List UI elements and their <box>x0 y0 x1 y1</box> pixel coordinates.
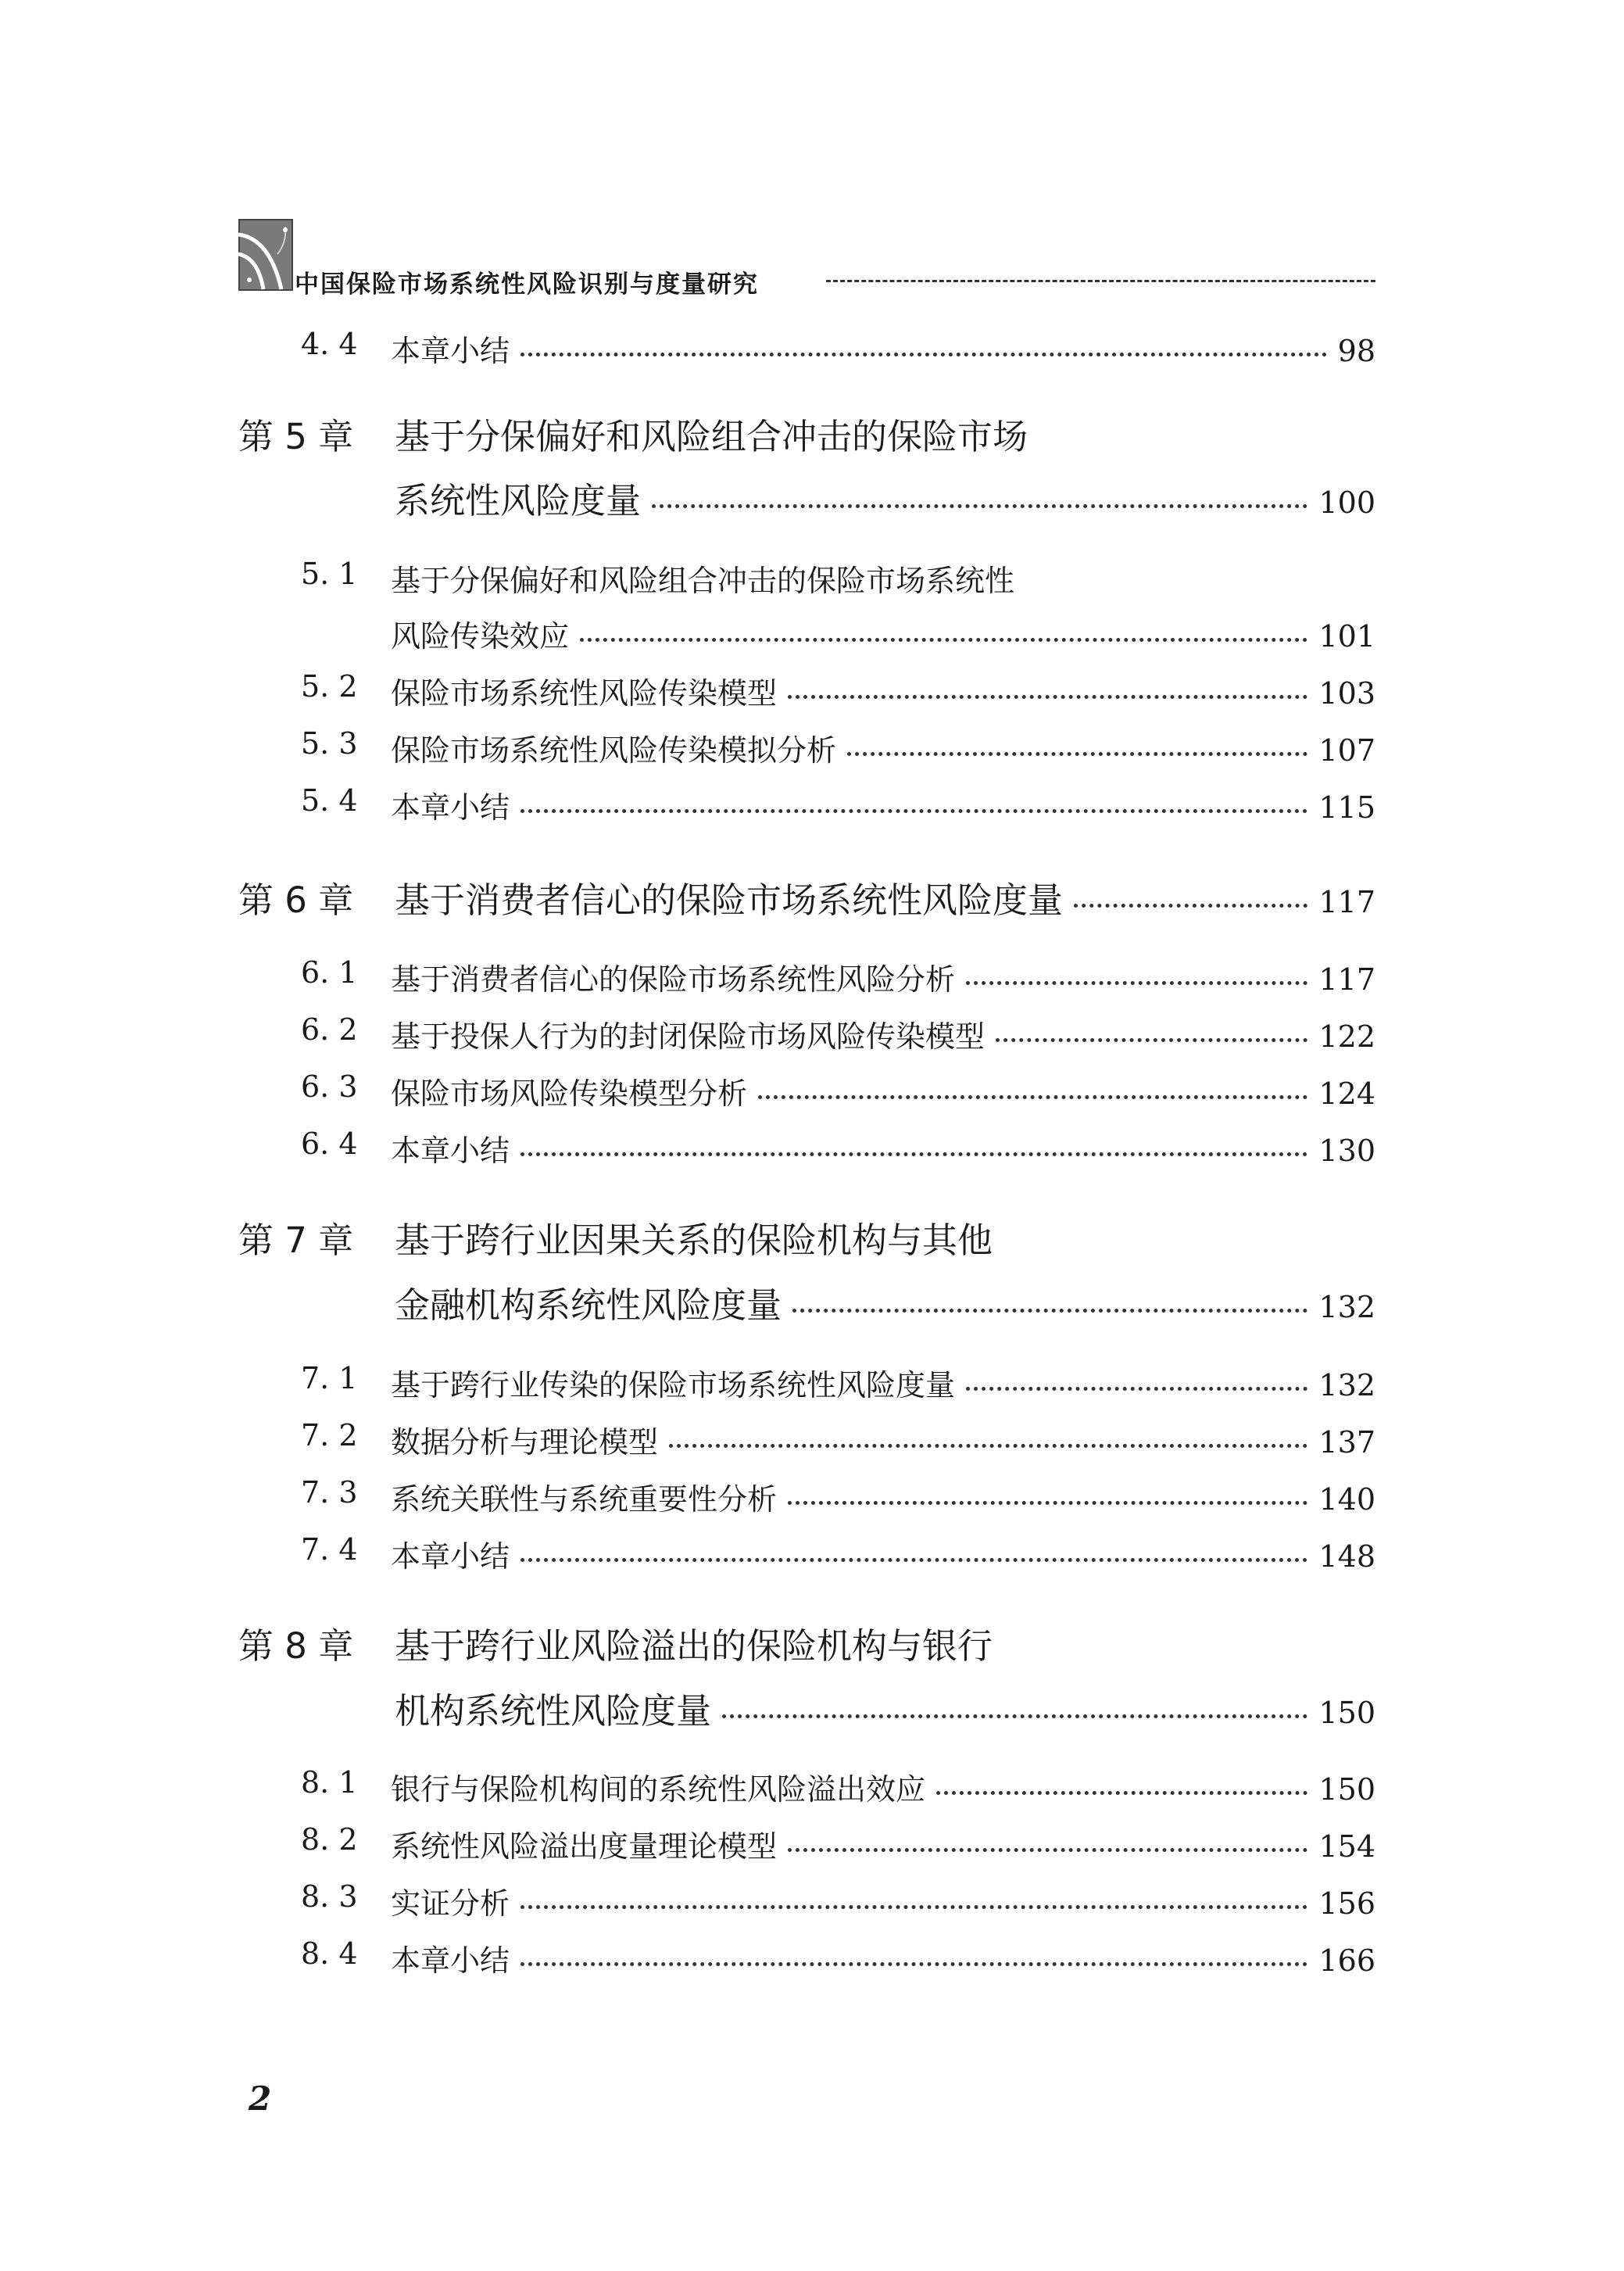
section-number: 8. 1 <box>301 1765 358 1800</box>
section-number: 4. 4 <box>301 327 358 361</box>
page-ref: 107 <box>1318 733 1375 768</box>
section-number: 7. 1 <box>301 1361 358 1395</box>
dot-leader <box>847 752 1307 756</box>
header-title: 中国保险市场系统性风险识别与度量研究 <box>295 270 759 299</box>
dot-leader <box>788 695 1307 699</box>
page-ref: 132 <box>1318 1368 1375 1402</box>
chapter-title: 基于分保偏好和风险组合冲击的保险市场 <box>395 416 1028 457</box>
section-title: 保险市场系统性风险传染模型 <box>391 676 778 711</box>
section-title: 本章小结 <box>391 1943 510 1978</box>
section-title: 基于分保偏好和风险组合冲击的保险市场系统性 <box>391 564 1015 598</box>
dot-leader <box>966 1387 1307 1391</box>
page-ref: 122 <box>1318 1019 1375 1054</box>
dot-leader <box>520 1905 1307 1909</box>
section-title: 实证分析 <box>391 1886 510 1921</box>
section-title: 本章小结 <box>391 790 510 825</box>
page-ref: 130 <box>1318 1134 1375 1168</box>
section-title: 银行与保险机构间的系统性风险溢出效应 <box>391 1772 926 1807</box>
page-ref: 154 <box>1318 1829 1375 1864</box>
running-header <box>238 219 1375 297</box>
page-ref: 98 <box>1337 334 1375 368</box>
section-title: 风险传染效应 <box>391 619 570 654</box>
page-ref: 150 <box>1318 1696 1375 1730</box>
header-dashed-rule <box>826 280 1375 282</box>
page-ref: 166 <box>1318 1943 1375 1978</box>
page-ref: 156 <box>1318 1886 1375 1921</box>
dot-leader <box>966 981 1307 985</box>
dot-leader <box>580 638 1307 642</box>
page-ref: 101 <box>1318 619 1375 654</box>
section-number: 5. 3 <box>301 726 358 761</box>
page-ref: 115 <box>1318 790 1375 825</box>
section-number: 7. 3 <box>301 1475 358 1510</box>
dot-leader <box>788 1501 1307 1505</box>
section-number: 5. 2 <box>301 669 358 704</box>
section-number: 7. 2 <box>301 1418 358 1453</box>
page-ref: 140 <box>1318 1482 1375 1517</box>
dot-leader <box>792 1309 1307 1313</box>
section-title: 系统性风险溢出度量理论模型 <box>391 1829 778 1864</box>
section-number: 8. 4 <box>301 1936 358 1971</box>
page-number: 2 <box>249 2079 272 2118</box>
page-ref: 132 <box>1318 1290 1375 1324</box>
page-ref: 137 <box>1318 1425 1375 1460</box>
page-ref: 124 <box>1318 1076 1375 1111</box>
page-ref: 148 <box>1318 1539 1375 1574</box>
dot-leader <box>669 1444 1307 1448</box>
header-logo-icon <box>238 219 293 291</box>
chapter-title: 系统性风险度量 <box>395 480 642 521</box>
page-ref: 103 <box>1318 676 1375 711</box>
section-title: 本章小结 <box>391 1134 510 1168</box>
section-title: 本章小结 <box>391 1539 510 1574</box>
dot-leader <box>936 1791 1307 1795</box>
section-title: 保险市场系统性风险传染模拟分析 <box>391 733 837 768</box>
page-ref: 117 <box>1318 962 1375 997</box>
dot-leader <box>520 1152 1307 1156</box>
section-number: 8. 3 <box>301 1879 358 1914</box>
section-number: 6. 3 <box>301 1069 358 1104</box>
section-number: 6. 4 <box>301 1127 358 1161</box>
dot-leader <box>652 504 1307 508</box>
chapter-title: 金融机构系统性风险度量 <box>395 1284 782 1326</box>
section-number: 7. 4 <box>301 1532 358 1567</box>
dot-leader <box>520 809 1307 813</box>
section-number: 8. 2 <box>301 1822 358 1857</box>
chapter-title: 基于消费者信心的保险市场系统性风险度量 <box>395 879 1064 921</box>
page-ref: 117 <box>1318 885 1375 919</box>
dot-leader <box>722 1714 1307 1718</box>
section-title: 本章小结 <box>391 334 510 368</box>
dot-leader <box>520 1962 1307 1966</box>
dot-leader <box>1074 904 1307 908</box>
dot-leader <box>520 1558 1307 1562</box>
chapter-number: 第 5 章 <box>238 416 354 457</box>
chapter-number: 第 6 章 <box>238 879 354 921</box>
section-title: 数据分析与理论模型 <box>391 1425 659 1460</box>
dot-leader <box>788 1848 1307 1852</box>
chapter-number: 第 7 章 <box>238 1220 354 1261</box>
section-number: 6. 1 <box>301 955 358 990</box>
section-number: 5. 4 <box>301 783 358 818</box>
chapter-title: 基于跨行业风险溢出的保险机构与银行 <box>395 1625 993 1667</box>
dot-leader <box>758 1095 1307 1099</box>
section-number: 6. 2 <box>301 1012 358 1047</box>
dot-leader <box>996 1038 1307 1042</box>
section-title: 基于跨行业传染的保险市场系统性风险度量 <box>391 1368 956 1402</box>
page-ref: 100 <box>1318 485 1375 520</box>
chapter-title: 机构系统性风险度量 <box>395 1690 712 1732</box>
page-ref: 150 <box>1318 1772 1375 1807</box>
section-title: 系统关联性与系统重要性分析 <box>391 1482 778 1517</box>
section-title: 基于投保人行为的封闭保险市场风险传染模型 <box>391 1019 985 1054</box>
chapter-number: 第 8 章 <box>238 1625 354 1667</box>
chapter-title: 基于跨行业因果关系的保险机构与其他 <box>395 1220 993 1261</box>
section-title: 保险市场风险传染模型分析 <box>391 1076 748 1111</box>
section-title: 基于消费者信心的保险市场系统性风险分析 <box>391 962 956 997</box>
dot-leader <box>520 353 1327 356</box>
section-number: 5. 1 <box>301 557 358 591</box>
